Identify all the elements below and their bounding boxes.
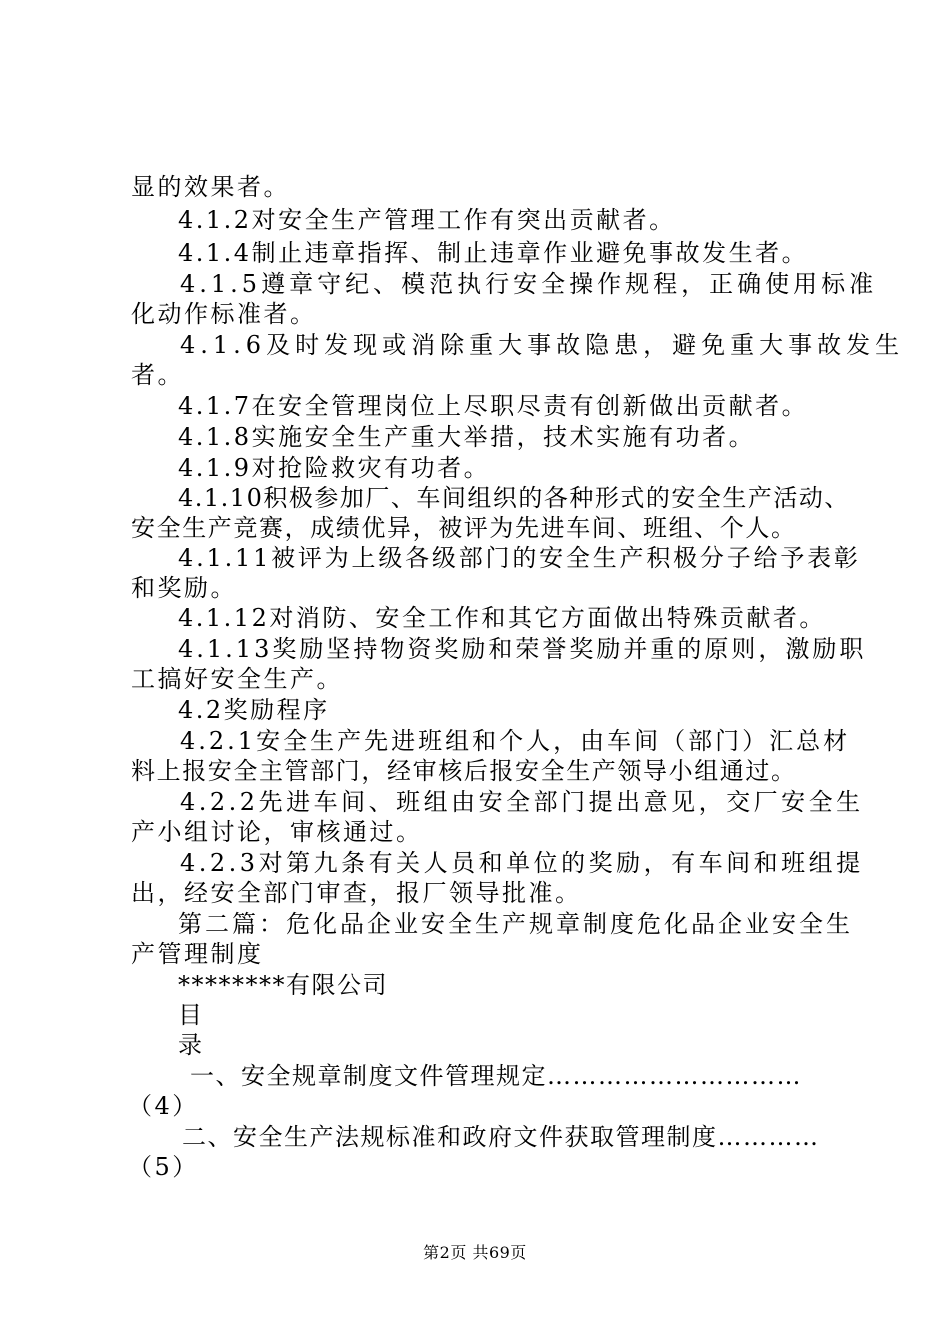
text-line: 4.2.1安全生产先进班组和个人，由车间（部门）汇总材 bbox=[180, 727, 851, 755]
text-line: 料上报安全主管部门，经审核后报安全生产领导小组通过。 bbox=[131, 757, 797, 785]
text-line: 4.1.6及时发现或消除重大事故隐患，避免重大事故发生 bbox=[180, 331, 905, 359]
text-line: 4.2.2先进车间、班组由安全部门提出意见，交厂安全生 bbox=[180, 788, 864, 816]
section-heading: 4.2奖励程序 bbox=[178, 696, 330, 724]
toc-page-number: （5） bbox=[128, 1153, 199, 1181]
text-line: 4.1.13奖励坚持物资奖励和荣誉奖励并重的原则，激励职 bbox=[178, 635, 867, 663]
chapter-heading: 第二篇：危化品企业安全生产规章制度危化品企业安全生 bbox=[178, 910, 853, 938]
text-line: 产小组讨论，审核通过。 bbox=[131, 818, 423, 846]
text-line: 和奖励。 bbox=[131, 574, 237, 602]
toc-title: 目 bbox=[178, 1001, 205, 1029]
text-line: 4.1.10积极参加厂、车间组织的各种形式的安全生产活动、 bbox=[178, 484, 850, 512]
toc-title: 录 bbox=[178, 1031, 205, 1059]
text-line: 化动作标准者。 bbox=[131, 300, 317, 328]
text-line: 工搞好安全生产。 bbox=[131, 665, 343, 693]
toc-entry: 一、安全规章制度文件管理规定………………………… bbox=[190, 1062, 802, 1090]
text-line: 4.1.2对安全生产管理工作有突出贡献者。 bbox=[178, 206, 676, 234]
text-line: 安全生产竞赛，成绩优异，被评为先进车间、班组、个人。 bbox=[131, 514, 797, 542]
text-line: 4.1.12对消防、安全工作和其它方面做出特殊贡献者。 bbox=[178, 604, 826, 632]
text-line: 4.1.7在安全管理岗位上尽职尽责有创新做出贡献者。 bbox=[178, 392, 809, 420]
text-line: 4.1.11被评为上级各级部门的安全生产积极分子给予表彰 bbox=[178, 544, 861, 572]
text-line: 4.2.3对第九条有关人员和单位的奖励，有车间和班组提 bbox=[180, 849, 864, 877]
text-line: 出，经安全部门审查，报厂领导批准。 bbox=[131, 879, 582, 907]
chapter-heading-continued: 产管理制度 bbox=[131, 940, 264, 968]
text-line: 4.1.9对抢险救灾有功者。 bbox=[178, 454, 491, 482]
company-name: ********有限公司 bbox=[178, 971, 388, 999]
text-line: 者。 bbox=[131, 361, 184, 389]
toc-page-number: （4） bbox=[128, 1092, 199, 1120]
text-line: 4.1.5遵章守纪、模范执行安全操作规程，正确使用标准 bbox=[180, 270, 878, 298]
text-line: 4.1.4制止违章指挥、制止违章作业避免事故发生者。 bbox=[178, 239, 809, 267]
text-line: 显的效果者。 bbox=[131, 173, 290, 201]
page-footer: 第2页 共69页 bbox=[423, 1243, 527, 1262]
text-line: 4.1.8实施安全生产重大举措，技术实施有功者。 bbox=[178, 423, 756, 451]
toc-entry: 二、安全生产法规标准和政府文件获取管理制度………… bbox=[182, 1123, 820, 1151]
